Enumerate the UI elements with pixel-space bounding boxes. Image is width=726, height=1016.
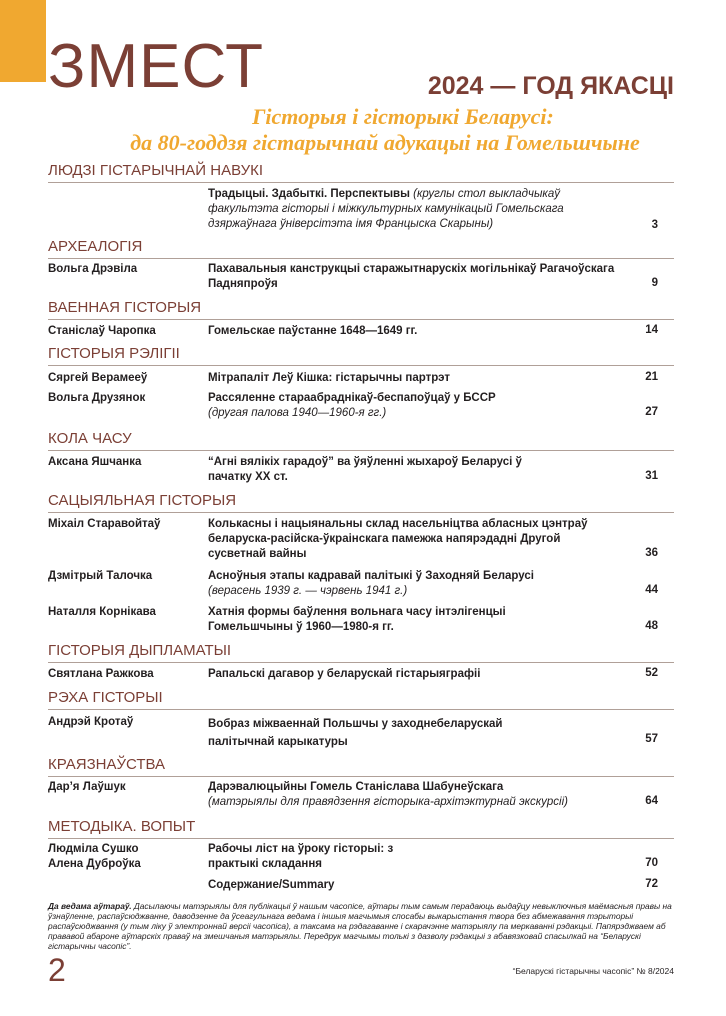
notice-text: Дасылаючы матэрыялы для публікацыі ў нашым часопісе, аўтары тым самым перадаюць выдаўцу невыключныя маёмасныя правы на ўзнаўленне, распаўсюджванне, даводзенне да ўсеагульнага ведама і іншыя магчымыя спосабы выкарыстання твора без абмежавання тэрыторыі распаўсюджвання (у тым ліку ў электроннай версіі часопіса), а таксама на рэдагаванне і скарачэнне матэрыялу па меркаванні рэдакцыі. Папярэджваем аб прававой абароне аўтарскіх праваў на змешчаныя матэрыялы. Передрук магчымы толькі з дазволу рэдакцыі з абавязковай спасылкай на “Беларускі гістарычны часопіс”. <box>48 901 672 951</box>
toc-page-number: 72 <box>645 878 658 890</box>
toc-entry-title: Традыцыі. Здабыткі. Перспектывы <box>208 188 410 200</box>
section-heading: КОЛА ЧАСУ <box>48 430 132 447</box>
subtitle-line-1: Гісторыя і гісторыкі Беларусі: <box>252 104 554 129</box>
toc-entry[interactable] <box>208 262 628 292</box>
toc-page-number: 52 <box>645 667 658 679</box>
toc-entry-note: (верасень 1939 г. — чэрвень 1941 г.) <box>208 585 408 597</box>
toc-page-number: 36 <box>645 547 658 559</box>
toc-entry[interactable] <box>208 455 568 485</box>
toc-author: Аксана Яшчанка <box>48 456 142 468</box>
toc-page-number: 48 <box>645 620 658 632</box>
toc-entry-title: Рабочы ліст на ўроку гісторыі: з практыкі складання <box>208 843 394 870</box>
toc-entry-title: Хатнія формы баўлення вольнага часу інтэлігенцыі Гомельшчыны ў 1960—1980-я гг. <box>208 606 506 633</box>
section-heading: КРАЯЗНАЎСТВА <box>48 756 166 773</box>
toc-entry-title: Мітрапаліт Леў Кішка: гістарычны партрэт <box>208 372 450 384</box>
toc-author: Андрэй Кротаў <box>48 716 134 728</box>
toc-entry[interactable] <box>208 391 628 421</box>
section-divider <box>48 319 674 320</box>
section-divider <box>48 838 674 839</box>
toc-author: Дзмітрый Талочка <box>48 570 153 582</box>
subtitle-line-2: да 80-годдзя гістарычнай адукацыі на Гомельшчыне <box>130 130 640 155</box>
toc-entry-title: Рассяленне стараабраднікаў-беспапоўцаў у БССР <box>208 392 496 404</box>
year-label: — ГОД ЯКАСЦІ <box>490 72 674 100</box>
toc-entry[interactable] <box>208 715 528 751</box>
toc-author-2: Алена Дуброўка <box>48 858 141 870</box>
section-divider <box>48 258 674 259</box>
toc-entry-title: Асноўныя этапы кадравай палітыкі ў Заходняй Беларусі <box>208 570 534 582</box>
toc-entry-title: Вобраз міжваеннай Польшчы у заходнебеларускай палітычнай карыкатуры <box>208 718 503 748</box>
section-heading: ГІСТОРЫЯ РЭЛІГІІ <box>48 345 180 362</box>
toc-entry[interactable] <box>208 324 628 339</box>
section-divider <box>48 512 674 513</box>
toc-entry[interactable] <box>208 878 628 893</box>
toc-page-number: 27 <box>645 406 658 418</box>
section-heading: МЕТОДЫКА. ВОПЫТ <box>48 818 196 835</box>
journal-issue: “Беларускі гістарычны часопіс” № 8/2024 <box>512 966 674 976</box>
toc-author: Вольга Дрэвіла <box>48 263 138 275</box>
section-divider <box>48 709 674 710</box>
section-divider <box>48 776 674 777</box>
toc-page-number: 44 <box>645 584 658 596</box>
toc-entry-note: (матэрыялы для правядзення гісторыка-архітэктурнай экскурсіі) <box>208 796 568 808</box>
toc-entry[interactable] <box>208 605 518 635</box>
section-heading: ГІСТОРЫЯ ДЫПЛАМАТЫІ <box>48 642 232 659</box>
year-banner <box>428 72 674 101</box>
toc-author: Сяргей Верамееў <box>48 372 148 384</box>
toc-entry[interactable] <box>208 780 628 810</box>
toc-entry-title: Колькасны і нацыянальны склад насельніцтва абласных цэнтраў беларуска-расійска-ўкраінскага памежжа напярэдадні Другой сусветнай вайны <box>208 518 588 560</box>
toc-author: Дар’я Лаўшук <box>48 781 126 793</box>
section-divider <box>48 450 674 451</box>
notice-heading: Да ведама аўтараў. <box>48 901 132 911</box>
toc-entry-title: Пахавальныя канструкцыі старажытнарускіх могільнікаў Рагачоўскага Падняпроўя <box>208 263 615 290</box>
toc-author-1: Людміла Сушко <box>48 843 139 855</box>
toc-entry-title: Дарэвалюцыйны Гомель Станіслава Шабунеўскага <box>208 781 504 793</box>
toc-entry[interactable] <box>208 667 628 682</box>
toc-entry[interactable] <box>208 371 628 386</box>
toc-page-number: 64 <box>645 795 658 807</box>
toc-author: Міхаіл Старавойтаў <box>48 518 161 530</box>
section-heading: РЭХА ГІСТОРЫІ <box>48 689 163 706</box>
section-heading: АРХЕАЛОГІЯ <box>48 238 143 255</box>
toc-author: Станіслаў Чаропка <box>48 325 156 337</box>
toc-entry[interactable] <box>208 842 428 872</box>
toc-entry[interactable] <box>208 517 608 562</box>
toc-entry-title: “Агні вялікіх гарадоў” ва ўяўленні жыхароў Беларусі ў пачатку ХХ ст. <box>208 456 522 483</box>
page-number: 2 <box>48 952 66 988</box>
toc-page-number: 3 <box>651 219 658 231</box>
section-divider <box>48 365 674 366</box>
section-heading: ВАЕННАЯ ГІСТОРЫЯ <box>48 299 202 316</box>
toc-entry[interactable] <box>208 187 628 232</box>
corner-accent-block <box>0 0 46 82</box>
year-number: 2024 <box>427 72 484 100</box>
page-title: ЗМЕСТ <box>48 32 265 101</box>
toc-page-number: 14 <box>645 324 658 336</box>
toc-entry-note: (круглы стол выкладчыкаў факультэта гісторыі і міжкультурных камунікацый Гомельскага дзяржаўнага ўніверсітэта імя Францыска Скарыны) <box>208 188 564 230</box>
copyright-notice <box>48 901 678 951</box>
section-heading: ЛЮДЗІ ГІСТАРЫЧНАЙ НАВУКІ <box>48 162 264 179</box>
toc-entry-note: (другая палова 1940—1960-я гг.) <box>208 407 387 419</box>
toc-author: Наталля Корнікава <box>48 606 156 618</box>
toc-entry-title: Рапальскі дагавор у беларускай гістарыяграфіі <box>208 668 481 680</box>
toc-entry-title: Гомельскае паўстанне 1648—1649 гг. <box>208 325 418 337</box>
toc-author: Святлана Ражкова <box>48 668 154 680</box>
toc-author <box>48 842 141 872</box>
section-divider <box>48 662 674 663</box>
toc-entry-title: Содержание/Summary <box>208 879 335 891</box>
section-heading: САЦЫЯЛЬНАЯ ГІСТОРЫЯ <box>48 492 237 509</box>
toc-page-number: 31 <box>645 470 658 482</box>
toc-author: Вольга Друзянок <box>48 392 146 404</box>
toc-entry[interactable] <box>208 569 628 599</box>
toc-page-number: 21 <box>645 371 658 383</box>
toc-page-number: 57 <box>645 733 658 745</box>
section-divider <box>48 182 674 183</box>
toc-page-number: 9 <box>651 277 658 289</box>
toc-page-number: 70 <box>645 857 658 869</box>
